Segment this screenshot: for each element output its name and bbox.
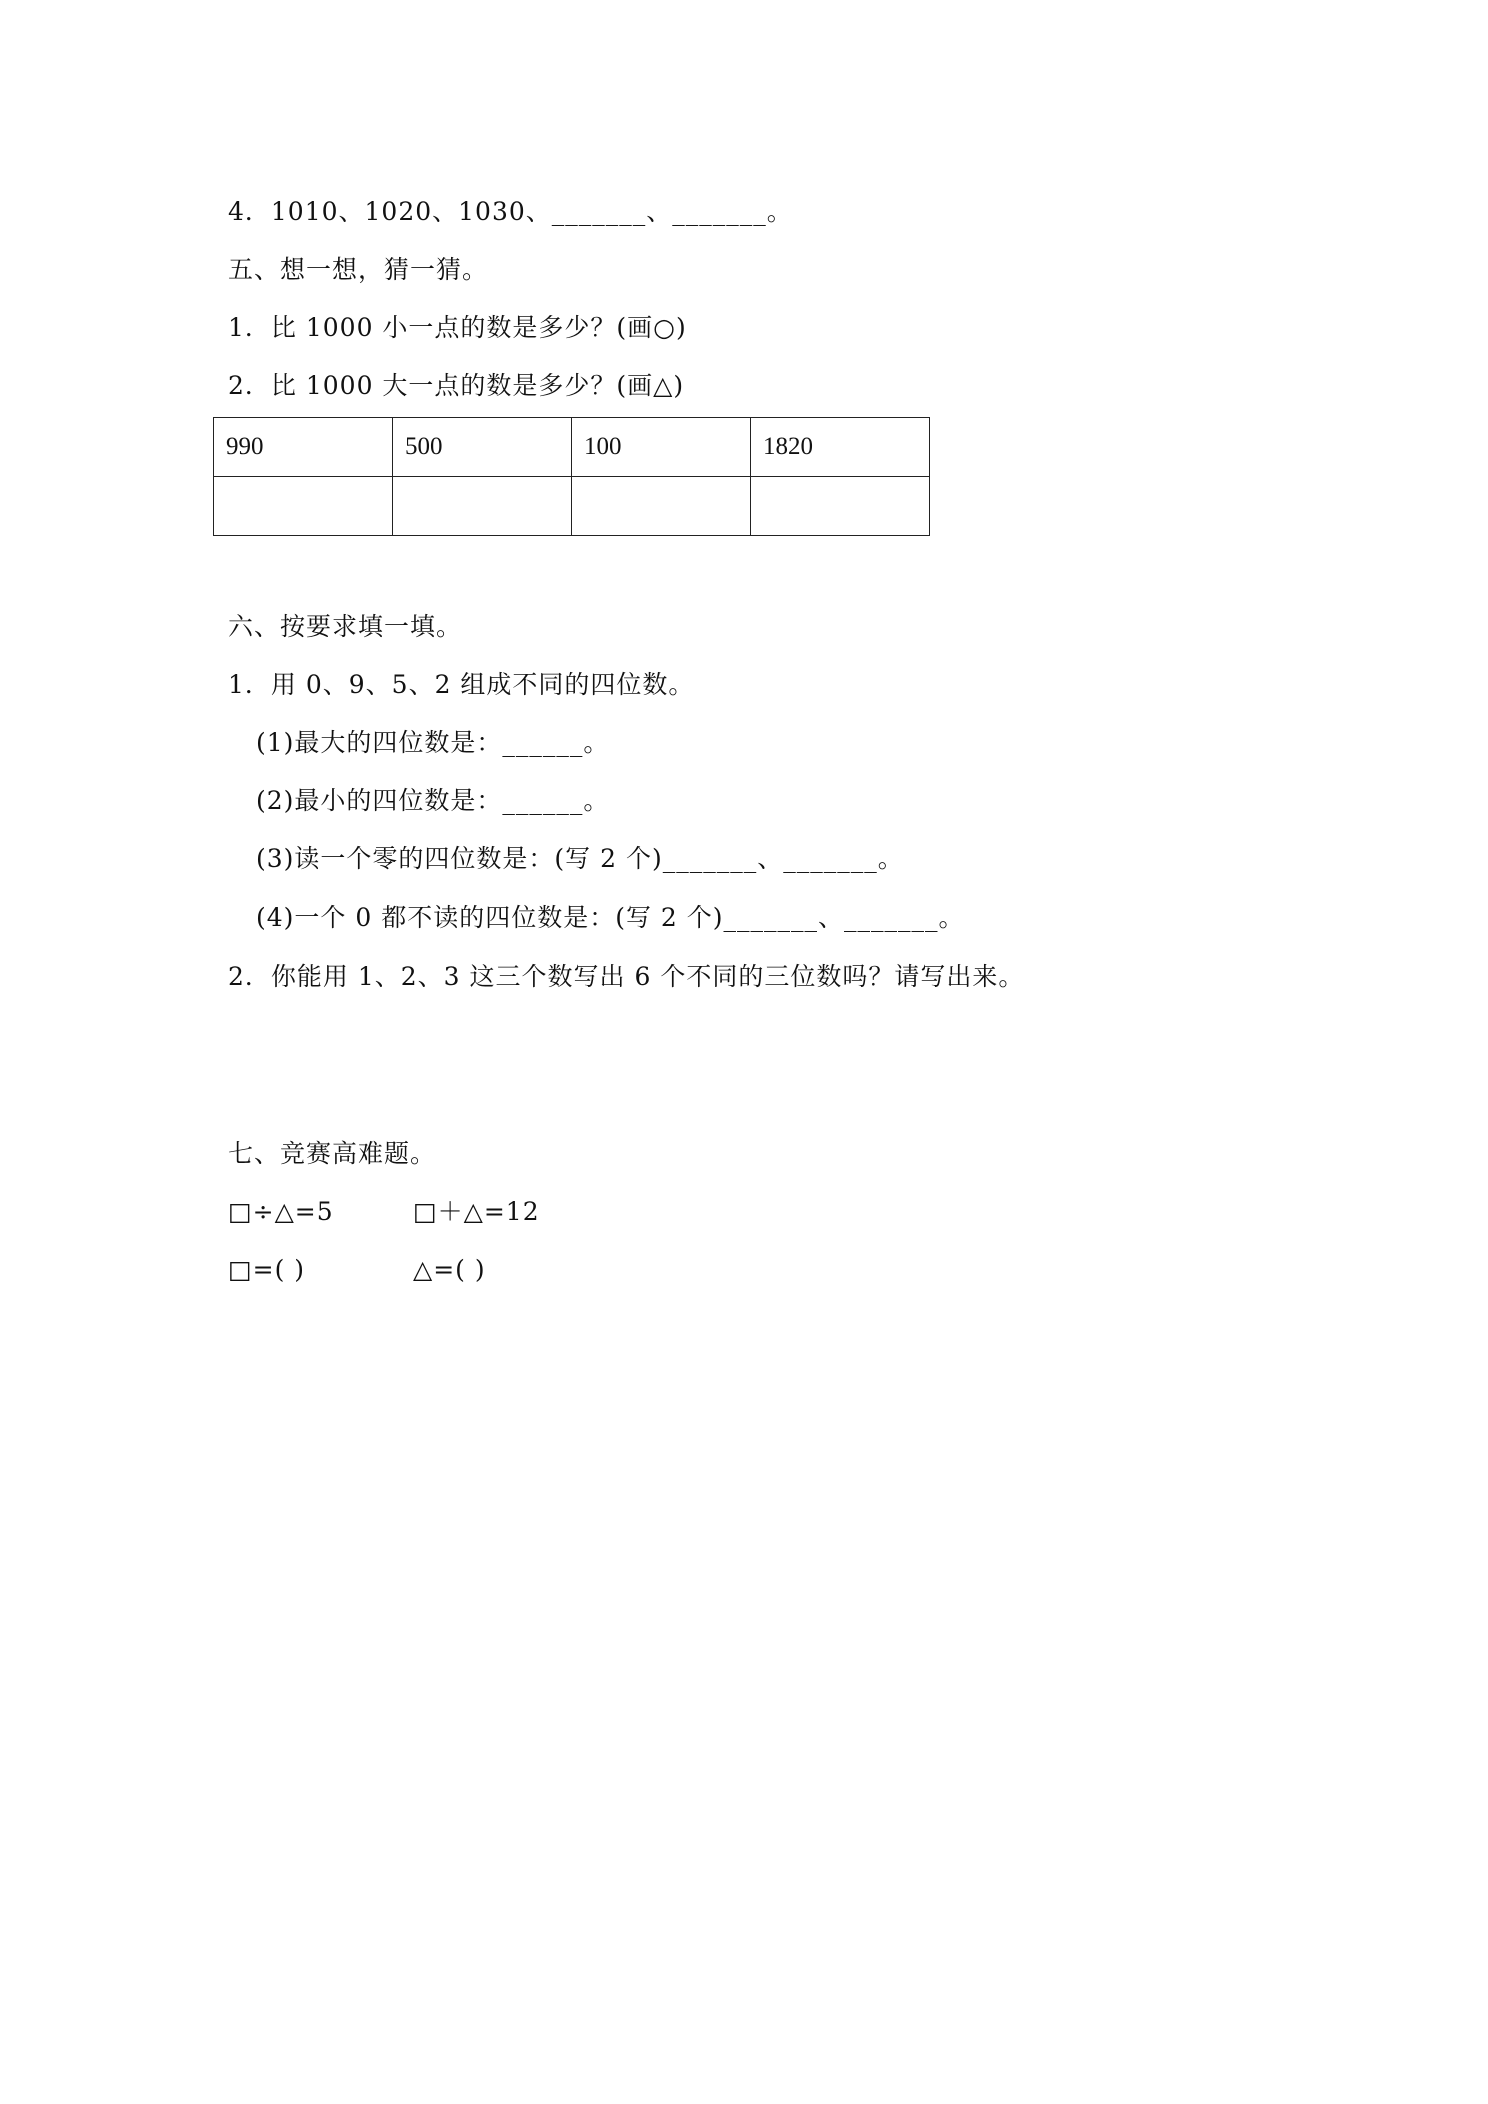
section-7-equation-1: □÷△=5 [228,1197,334,1226]
guess-answer-cell[interactable] [572,477,751,536]
guess-table-number-row [214,418,930,477]
guess-number-cell: 990 [214,418,393,477]
section-5-title: 五、想一想，猜一猜。 [228,255,489,284]
section-7-answer-square: □=( ) [228,1255,306,1284]
guess-answer-cell[interactable] [214,477,393,536]
guess-table-answer-row [214,477,930,536]
section-6-question-2: 2．你能用 1、2、3 这三个数写出 6 个不同的三位数吗？请写出来。 [228,962,1025,991]
guess-answer-cell[interactable] [393,477,572,536]
guess-number-cell: 100 [572,418,751,477]
guess-table [213,417,930,536]
question-4-sequence: 4．1010、1020、1030、_______、_______。 [228,197,793,226]
guess-number-cell: 1820 [751,418,930,477]
section-6-question-1-part-3: (3)读一个零的四位数是：(写 2 个)_______、_______。 [256,844,904,873]
guess-answer-cell[interactable] [751,477,930,536]
section-6-title: 六、按要求填一填。 [228,612,463,641]
section-6-question-1: 1．用 0、9、5、2 组成不同的四位数。 [228,670,695,699]
section-6-question-1-part-1: (1)最大的四位数是：______。 [256,728,610,757]
section-6-question-1-part-2: (2)最小的四位数是：______。 [256,786,610,815]
guess-number-cell: 500 [393,418,572,477]
section-5-question-2: 2．比 1000 大一点的数是多少？(画△) [228,371,685,400]
section-5-question-1: 1．比 1000 小一点的数是多少？(画○) [228,313,687,342]
section-7-answer-triangle: △=( ) [413,1255,486,1284]
section-7-title: 七、竞赛高难题。 [228,1139,437,1168]
section-6-question-1-part-4: (4)一个 0 都不读的四位数是：(写 2 个)_______、_______。 [256,903,965,932]
section-7-equation-2: □＋△=12 [413,1197,540,1226]
